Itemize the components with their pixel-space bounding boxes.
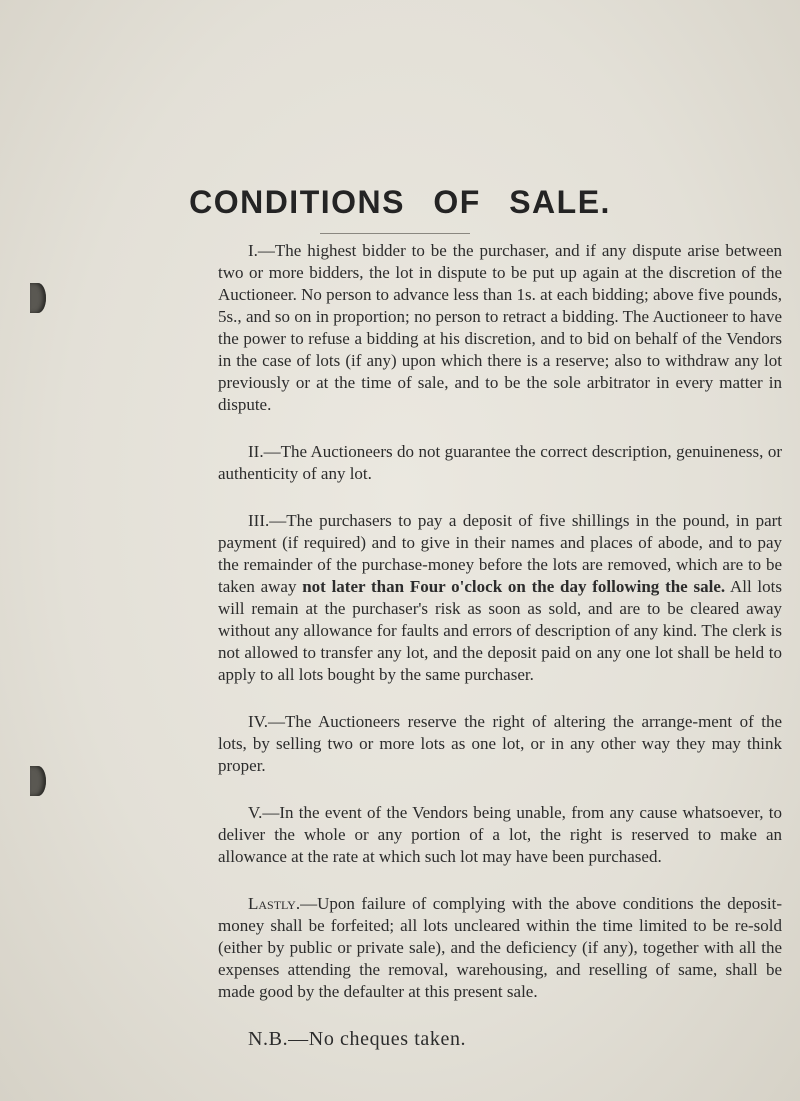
condition-lastly-text: —Upon failure of complying with the above conditions the deposit-money shall be forfeited; all lots uncleared within the time limited to be re-sold (either by public or private sale), and the deficiency (if any), together with all the expenses attending the removal, warehousing, and reselling of same, shall be made good by the defaulter at this present sale.: [218, 894, 782, 1001]
condition-5: V.—In the event of the Vendors being unable, from any cause whatsoever, to deliver the whole or any portion of a lot, the right is reserved to make an allowance at the rate at which such lot may have been purchased.: [218, 803, 782, 866]
page-title: CONDITIONS OF SALE.: [189, 184, 611, 220]
binding-hole: [30, 766, 46, 796]
condition-3-text: III.—The purchasers to pay a deposit of five shillings in the pound, in part payment (if required) and to give in their names and places of abode, and to pay the remainder of the purchase-money before the lots are removed, which are to be taken away: [218, 511, 782, 596]
conditions-body: [218, 240, 782, 1050]
condition-3-text-continued: All lots will remain at the purchaser's risk as soon as sold, and are to be cleared away without any allowance for faults and errors of description of any kind. The clerk is not allowed to transfer any lot, and the deposit paid on any one lot shall be held to apply to all lots bought by the same purchaser.: [218, 577, 782, 684]
condition-lastly: [218, 893, 782, 1003]
nb-note: N.B.—No cheques taken.: [248, 1028, 467, 1050]
condition-3-deadline: not later than Four o'clock on the day following the sale.: [302, 577, 726, 596]
condition-lastly-lead: Lastly.: [248, 894, 301, 913]
condition-2: II.—The Auctioneers do not guarantee the correct description, genuineness, or authenticity of any lot.: [218, 442, 782, 483]
title-divider: [320, 233, 470, 234]
condition-3: [218, 510, 782, 686]
binding-hole: [30, 283, 46, 313]
condition-1: I.—The highest bidder to be the purchaser, and if any dispute arise between two or more bidders, the lot in dispute to be put up again at the discretion of the Auctioneer. No person to advance less than 1s. at each bidding; above five pounds, 5s., and so on in proportion; no person to retract a bidding. The Auctioneer to have the power to refuse a bidding at his discretion, and to bid on behalf of the Vendors in the case of lots (if any) upon which there is a reserve; also to withdraw any lot previously or at the time of sale, and to be the sole arbitrator in every matter in dispute.: [218, 241, 782, 414]
condition-4: IV.—The Auctioneers reserve the right of altering the arrange-ment of the lots, by selling two or more lots as one lot, or in any other way they may think proper.: [218, 712, 782, 775]
